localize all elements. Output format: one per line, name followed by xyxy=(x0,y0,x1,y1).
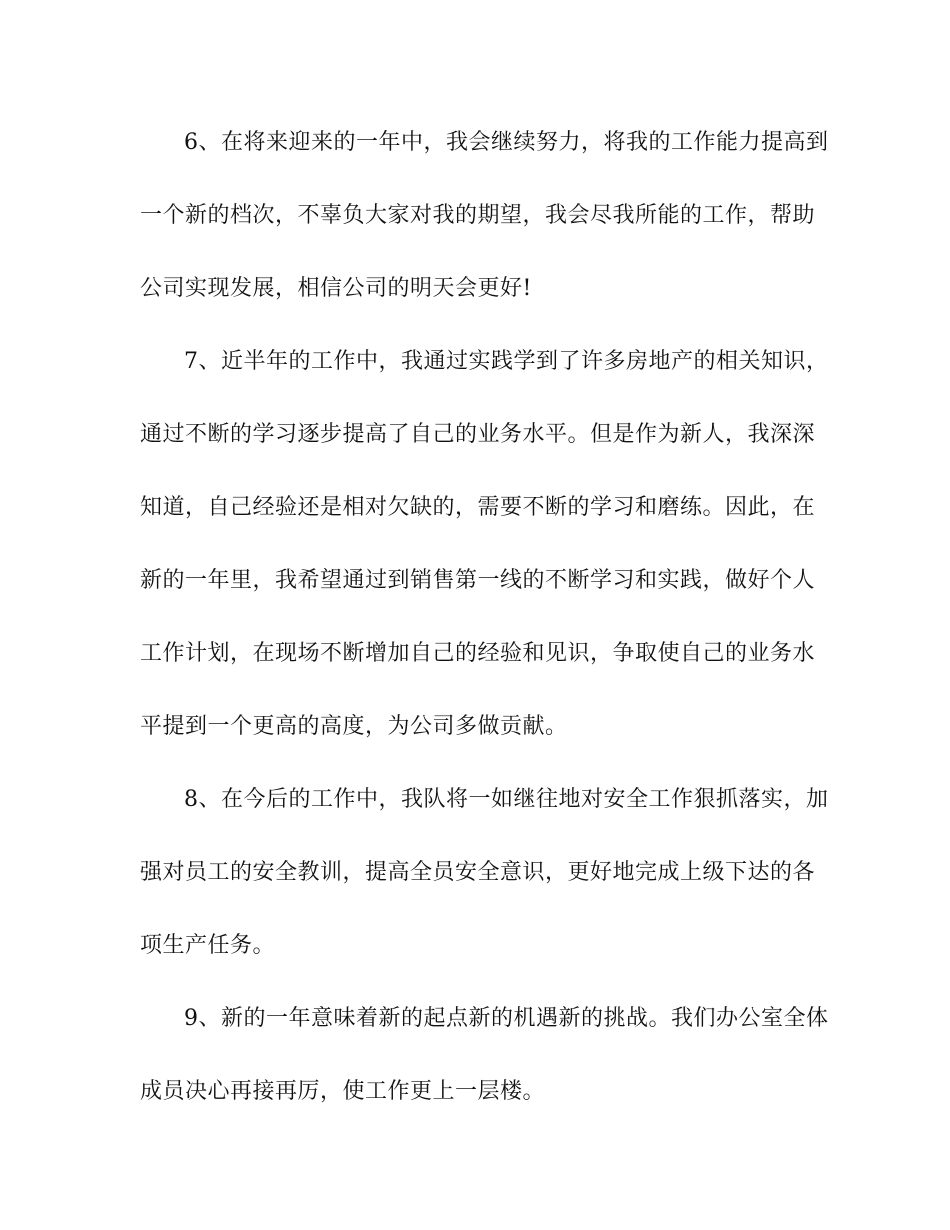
document-body xyxy=(140,120,829,1142)
paragraph-8-line-3: 项生产任务。 xyxy=(140,933,276,958)
paragraph-6-line-3: 公司实现发展，相信公司的明天会更好! xyxy=(140,276,532,301)
paragraph-7-line-2: 通过不断的学习逐步提高了自己的业务水平。但是作为新人，我深深 xyxy=(140,422,816,447)
paragraph-7-line-1: 7、近半年的工作中，我通过实践学到了许多房地产的相关知识， xyxy=(184,349,829,374)
paragraph-9-line-2: 成员决心再接再厉，使工作更上一层楼。 xyxy=(140,1079,546,1104)
paragraph-7-line-5: 工作计划，在现场不断增加自己的经验和见识，争取使自己的业务水 xyxy=(140,641,816,666)
paragraph-7-line-3: 知道，自己经验还是相对欠缺的，需要不断的学习和磨练。因此，在 xyxy=(140,495,816,520)
paragraph-6-line-1: 6、在将来迎来的一年中，我会继续努力，将我的工作能力提高到 xyxy=(184,130,829,155)
paragraph-7-line-4: 新的一年里，我希望通过到销售第一线的不断学习和实践，做好个人 xyxy=(140,568,816,593)
paragraph-6-line-2: 一个新的档次，不辜负大家对我的期望，我会尽我所能的工作，帮助 xyxy=(140,203,816,228)
paragraph-9-line-1: 9、新的一年意味着新的起点新的机遇新的挑战。我们办公室全体 xyxy=(184,1006,829,1031)
paragraph-8-line-1: 8、在今后的工作中，我队将一如继往地对安全工作狠抓落实，加 xyxy=(184,787,829,812)
paragraph-8-line-2: 强对员工的安全教训，提高全员安全意识，更好地完成上级下达的各 xyxy=(140,860,816,885)
paragraph-7-line-6: 平提到一个更高的高度，为公司多做贡献。 xyxy=(140,714,568,739)
